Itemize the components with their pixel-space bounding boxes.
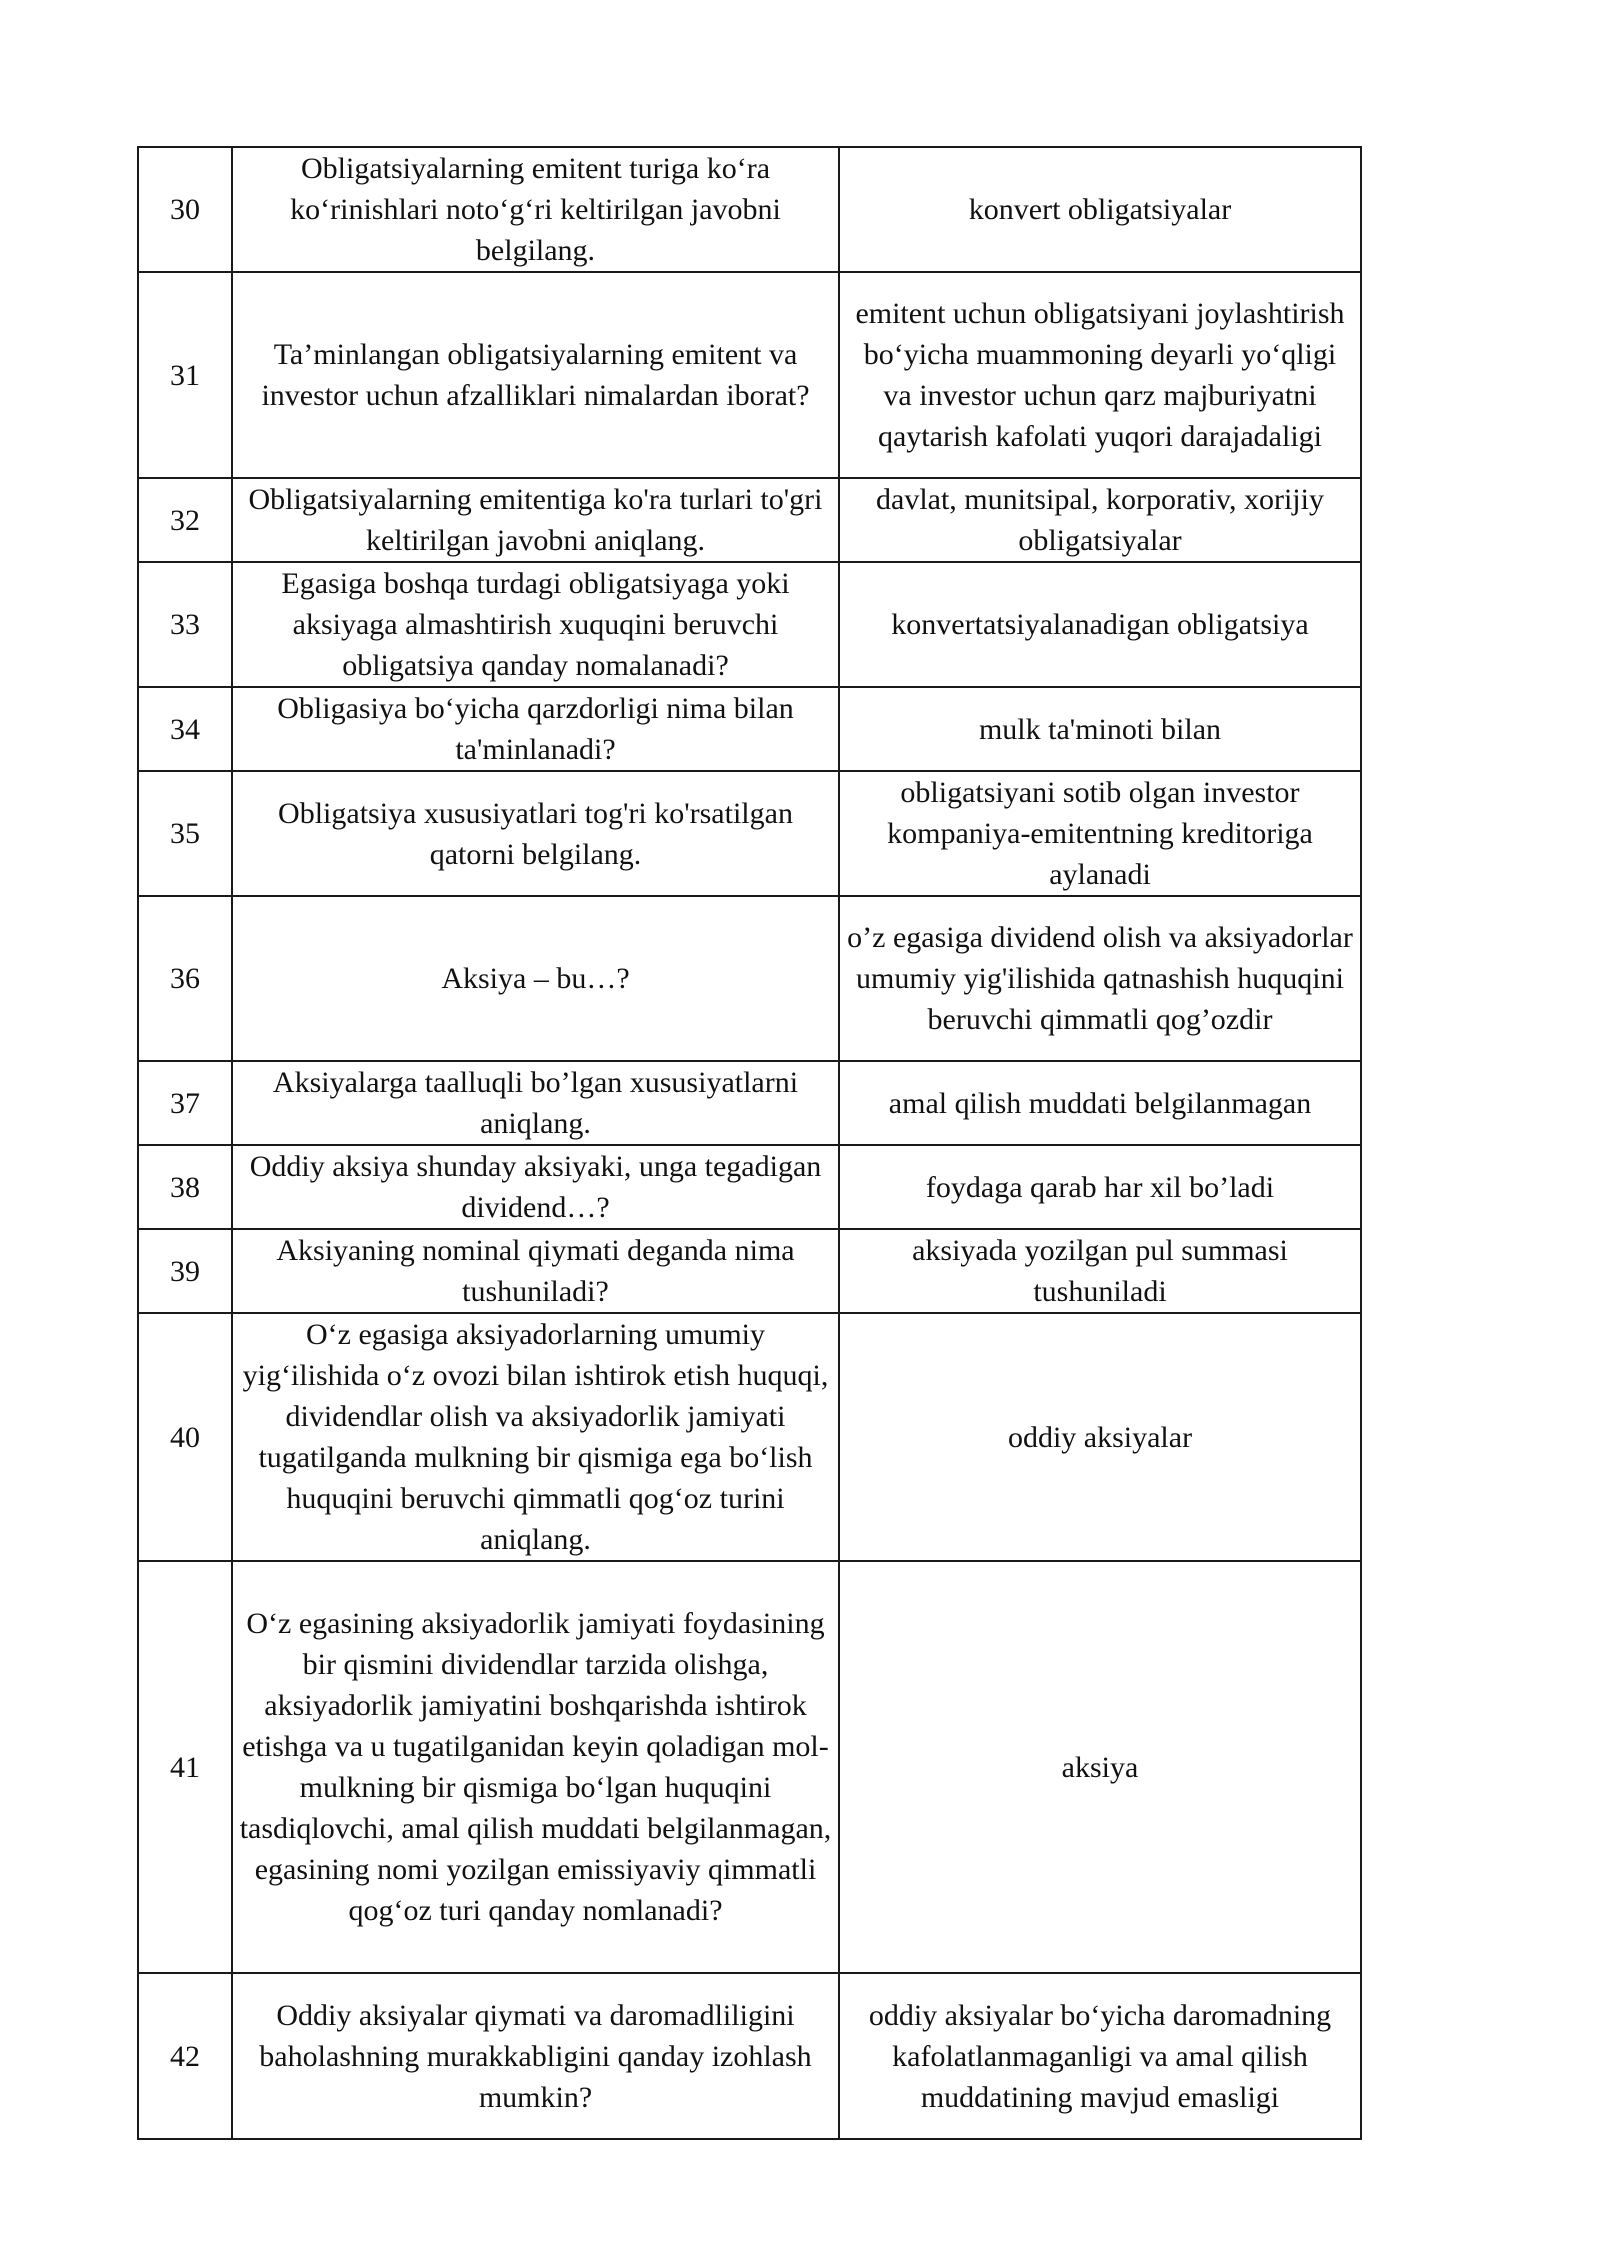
question-cell: Obligatsiya xususiyatlari tog'ri ko'rsatilgan qatorni belgilang.: [232, 771, 839, 896]
question-cell: O‘z egasining aksiyadorlik jamiyati foydasining bir qismini dividendlar tarzida olishga, aksiyadorlik jamiyatini boshqarishda ishtirok etishga va u tugatilganidan keyin qoladigan mol-mulkning bir qismiga bo‘lgan huquqini tasdiqlovchi, amal qilish muddati belgilanmagan, egasining nomi yozilgan emissiyaviy qimmatli qog‘oz turi qanday nomlanadi?: [232, 1561, 839, 1973]
table-row: [138, 896, 1361, 1061]
row-number: 30: [138, 147, 232, 272]
row-number: 37: [138, 1061, 232, 1145]
question-cell: O‘z egasiga aksiyadorlarning umumiy yig‘ilishida o‘z ovozi bilan ishtirok etish huquqi, dividendlar olish va aksiyadorlik jamiyati tugatilganda mulkning bir qismiga ega bo‘lish huquqini beruvchi qimmatli qog‘oz turini aniqlang.: [232, 1313, 839, 1561]
qa-table: [137, 146, 1362, 2140]
table-row: [138, 687, 1361, 771]
question-cell: Obligatsiyalarning emitentiga ko'ra turlari to'gri keltirilgan javobni aniqlang.: [232, 478, 839, 562]
question-cell: Aksiyaning nominal qiymati deganda nima tushuniladi?: [232, 1229, 839, 1313]
table-row: [138, 1561, 1361, 1973]
answer-cell: emitent uchun obligatsiyani joylashtirish bo‘yicha muammoning deyarli yo‘qligi va investor uchun qarz majburiyatni qaytarish kafolati yuqori darajadaligi: [839, 272, 1361, 478]
answer-cell: davlat, munitsipal, korporativ, xorijiy obligatsiyalar: [839, 478, 1361, 562]
row-number: 35: [138, 771, 232, 896]
answer-cell: obligatsiyani sotib olgan investor kompaniya-emitentning kreditoriga aylanadi: [839, 771, 1361, 896]
table-row: [138, 562, 1361, 687]
table-row: [138, 771, 1361, 896]
question-cell: Ta’minlangan obligatsiyalarning emitent va investor uchun afzalliklari nimalardan iborat?: [232, 272, 839, 478]
row-number: 42: [138, 1973, 232, 2139]
table-row: [138, 1061, 1361, 1145]
question-cell: Egasiga boshqa turdagi obligatsiyaga yoki aksiyaga almashtirish xuquqini beruvchi obligatsiya qanday nomalanadi?: [232, 562, 839, 687]
answer-cell: konvert obligatsiyalar: [839, 147, 1361, 272]
answer-cell: konvertatsiyalanadigan obligatsiya: [839, 562, 1361, 687]
question-cell: Aksiya – bu…?: [232, 896, 839, 1061]
question-cell: Obligatsiyalarning emitent turiga ko‘ra ko‘rinishlari noto‘g‘ri keltirilgan javobni belgilang.: [232, 147, 839, 272]
question-cell: Oddiy aksiya shunday aksiyaki, unga tegadigan dividend…?: [232, 1145, 839, 1229]
answer-cell: o’z egasiga dividend olish va aksiyadorlar umumiy yig'ilishida qatnashish huquqini beruvchi qimmatli qog’ozdir: [839, 896, 1361, 1061]
answer-cell: aksiyada yozilgan pul summasi tushuniladi: [839, 1229, 1361, 1313]
answer-cell: oddiy aksiyalar bo‘yicha daromadning kafolatlanmaganligi va amal qilish muddatining mavjud emasligi: [839, 1973, 1361, 2139]
table-row: [138, 1313, 1361, 1561]
question-cell: Obligasiya bo‘yicha qarzdorligi nima bilan ta'minlanadi?: [232, 687, 839, 771]
answer-cell: amal qilish muddati belgilanmagan: [839, 1061, 1361, 1145]
question-cell: Oddiy aksiyalar qiymati va daromadliligini baholashning murakkabligini qanday izohlash mumkin?: [232, 1973, 839, 2139]
table-row: [138, 1973, 1361, 2139]
table-row: [138, 478, 1361, 562]
row-number: 32: [138, 478, 232, 562]
row-number: 31: [138, 272, 232, 478]
answer-cell: foydaga qarab har xil bo’ladi: [839, 1145, 1361, 1229]
row-number: 41: [138, 1561, 232, 1973]
answer-cell: mulk ta'minoti bilan: [839, 687, 1361, 771]
question-cell: Aksiyalarga taalluqli bo’lgan xususiyatlarni aniqlang.: [232, 1061, 839, 1145]
row-number: 36: [138, 896, 232, 1061]
table-row: [138, 1145, 1361, 1229]
table-row: [138, 272, 1361, 478]
answer-cell: oddiy aksiyalar: [839, 1313, 1361, 1561]
row-number: 38: [138, 1145, 232, 1229]
table-row: [138, 147, 1361, 272]
answer-cell: aksiya: [839, 1561, 1361, 1973]
row-number: 39: [138, 1229, 232, 1313]
row-number: 33: [138, 562, 232, 687]
table-row: [138, 1229, 1361, 1313]
row-number: 34: [138, 687, 232, 771]
row-number: 40: [138, 1313, 232, 1561]
